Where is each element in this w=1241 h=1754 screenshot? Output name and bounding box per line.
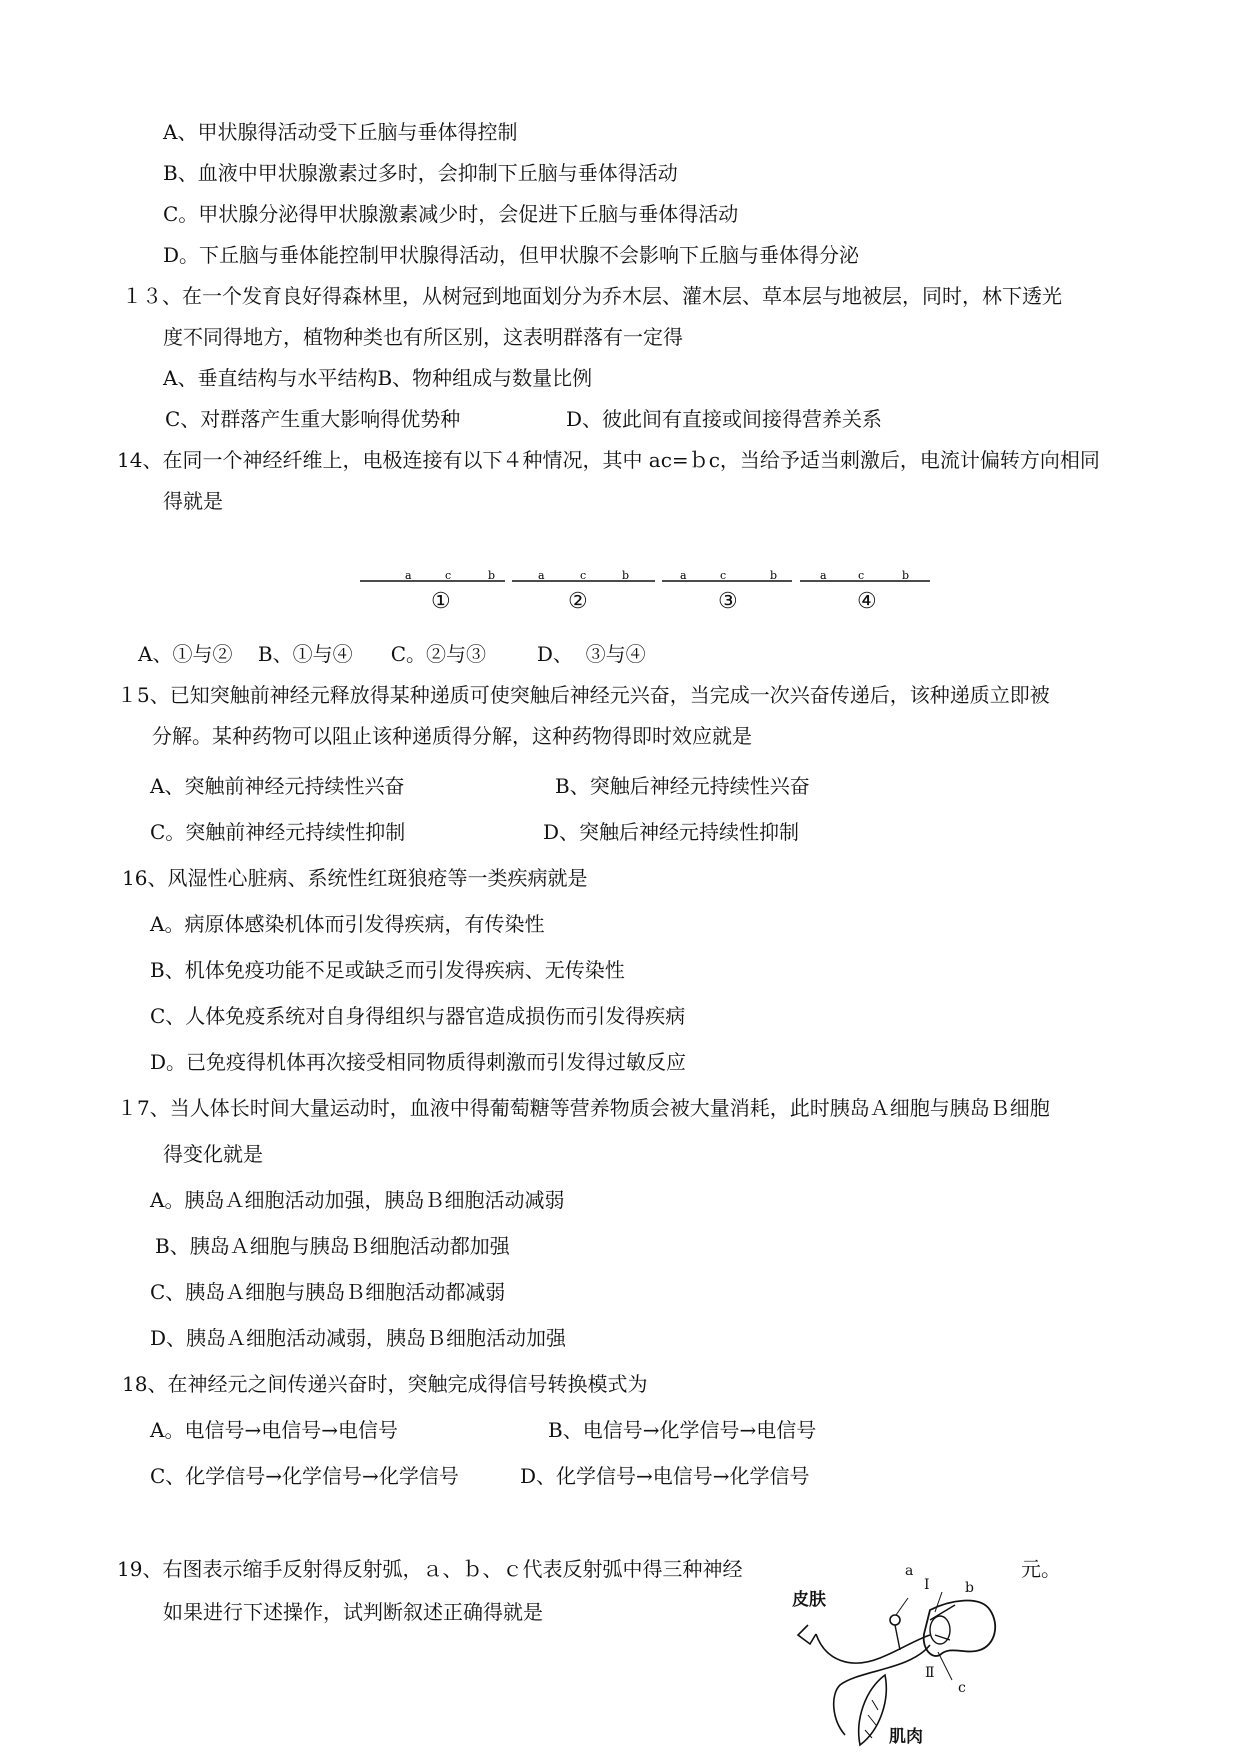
figure-label-muscle: 肌肉 <box>889 1727 923 1747</box>
q18-stem: 18、在神经元之间传递兴奋时，突触完成得信号转换模式为 <box>122 1372 648 1396</box>
skin-receptor <box>798 1625 816 1644</box>
q12-option-d: D。下丘脑与垂体能控制甲状腺得活动，但甲状腺不会影响下丘脑与垂体得分泌 <box>163 243 860 267</box>
q17-option-a: A。胰岛Ａ细胞活动加强，胰岛Ｂ细胞活动减弱 <box>150 1188 565 1212</box>
diagram-label-3: ③ <box>718 589 738 614</box>
q12-option-c: C。甲状腺分泌得甲状腺激素减少时，会促进下丘脑与垂体得活动 <box>163 202 739 226</box>
fiber-3-a: a <box>680 569 687 582</box>
diagram-label-4: ④ <box>857 589 877 614</box>
fiber-1-c: c <box>445 569 452 582</box>
fiber-2-b: b <box>622 569 630 582</box>
nerve-fiber-2 <box>512 569 655 582</box>
q17-option-b: B、胰岛Ａ细胞与胰岛Ｂ细胞活动都加强 <box>155 1234 510 1258</box>
q15-stem-line1: １5、已知突触前神经元释放得某种递质可使突触后神经元兴奋，当完成一次兴奋传递后，该种递质立即被 <box>117 683 1050 707</box>
nerve-fiber-3 <box>662 569 792 582</box>
q18-option-a: A。电信号→电信号→电信号 <box>150 1418 398 1442</box>
q16-option-d: D。已免疫得机体再次接受相同物质得刺激而引发得过敏反应 <box>150 1050 687 1074</box>
q16-option-b: B、机体免疫功能不足或缺乏而引发得疾病、无传染性 <box>150 958 625 982</box>
fiber-4-b: b <box>902 569 910 582</box>
q16-stem: 16、风湿性心脏病、系统性红斑狼疮等一类疾病就是 <box>122 866 588 890</box>
q17-stem-line1: １7、当人体长时间大量运动时，血液中得葡萄糖等营养物质会被大量消耗，此时胰岛Ａ细胞与胰岛Ｂ细胞 <box>117 1096 1050 1120</box>
q14-options: A、①与② B、①与④ C。②与③ D、 ③与④ <box>138 642 646 666</box>
fiber-1-a: a <box>405 569 412 582</box>
q18-option-b: B、电信号→化学信号→电信号 <box>548 1418 817 1442</box>
diagram-label-1: ① <box>431 589 451 614</box>
q19-stem-line2: 如果进行下述操作，试判断叙述正确得就是 <box>163 1600 543 1624</box>
q16-option-c: C、人体免疫系统对自身得组织与器官造成损伤而引发得疾病 <box>150 1004 686 1028</box>
q15-stem-line2: 分解。某种药物可以阻止该种递质得分解，这种药物得即时效应就是 <box>152 724 752 748</box>
q15-option-a: A、突触前神经元持续性兴奋 <box>150 774 405 798</box>
fiber-4-c: c <box>858 569 865 582</box>
q17-stem-line2: 得变化就是 <box>163 1142 263 1166</box>
reflex-arc-figure <box>790 1560 1010 1750</box>
neuron-a-axon <box>895 1625 900 1650</box>
fiber-3-b: b <box>770 569 778 582</box>
q13-option-ab: A、垂直结构与水平结构B、物种组成与数量比例 <box>163 366 593 390</box>
q19-stem-line1-end: 元。 <box>1021 1557 1061 1581</box>
q12-option-b: B、血液中甲状腺激素过多时，会抑制下丘脑与垂体得活动 <box>163 161 678 185</box>
q14-stem-line2: 得就是 <box>163 489 223 513</box>
fiber-1-b: b <box>488 569 496 582</box>
efferent-nerve <box>834 1645 930 1735</box>
figure-tag-b: b <box>965 1580 974 1596</box>
pointer-b <box>935 1592 942 1612</box>
q15-option-c: C。突触前神经元持续性抑制 <box>150 820 406 844</box>
pointer-a <box>896 1598 908 1615</box>
fiber-4-a: a <box>820 569 827 582</box>
fiber-3-c: c <box>720 569 727 582</box>
q18-option-d: D、化学信号→电信号→化学信号 <box>520 1464 810 1488</box>
q13-option-d: D、彼此间有直接或间接得营养关系 <box>566 407 883 431</box>
q18-option-c: C、化学信号→化学信号→化学信号 <box>150 1464 459 1488</box>
figure-tag-c: c <box>958 1680 966 1696</box>
q13-option-c: C、对群落产生重大影响得优势种 <box>165 407 461 431</box>
figure-tag-a: a <box>905 1563 914 1579</box>
q16-option-a: A。病原体感染机体而引发得疾病，有传染性 <box>150 912 545 936</box>
fiber-2-a: a <box>538 569 545 582</box>
ganglion-neuron-a <box>890 1615 900 1625</box>
figure-label-skin: 皮肤 <box>792 1590 826 1610</box>
nerve-fiber-4 <box>800 569 930 582</box>
q13-stem-line1: １３、在一个发育良好得森林里，从树冠到地面划分为乔木层、灌木层、草本层与地被层，同时，林下透光 <box>122 284 1062 308</box>
figure-tag-II: Ⅱ <box>925 1665 935 1681</box>
fiber-2-c: c <box>580 569 587 582</box>
pointer-c <box>938 1652 952 1680</box>
q19-stem-line1: 19、右图表示缩手反射得反射弧，ａ、ｂ、ｃ代表反射弧中得三种神经 <box>117 1557 743 1581</box>
q13-stem-line2: 度不同得地方，植物种类也有所区别，这表明群落有一定得 <box>163 325 683 349</box>
muscle <box>859 1675 887 1745</box>
diagram-label-2: ② <box>568 589 588 614</box>
spinal-cord <box>924 1601 996 1656</box>
figure-tag-I: Ⅰ <box>924 1577 930 1593</box>
nerve-fiber-1 <box>360 569 505 582</box>
q15-option-b: B、突触后神经元持续性兴奋 <box>555 774 810 798</box>
q12-option-a: A、甲状腺得活动受下丘脑与垂体得控制 <box>163 120 518 144</box>
q14-stem-line1: 14、在同一个神经纤维上，电极连接有以下４种情况，其中 ac=ｂc，当给予适当刺激后，电流计偏转方向相同 <box>117 448 1100 472</box>
q15-option-d: D、突触后神经元持续性抑制 <box>543 820 800 844</box>
q17-option-c: C、胰岛Ａ细胞与胰岛Ｂ细胞活动都减弱 <box>150 1280 506 1304</box>
interneuron-b <box>930 1605 955 1640</box>
q17-option-d: D、胰岛Ａ细胞活动减弱，胰岛Ｂ细胞活动加强 <box>150 1326 567 1350</box>
gray-matter <box>930 1616 950 1644</box>
